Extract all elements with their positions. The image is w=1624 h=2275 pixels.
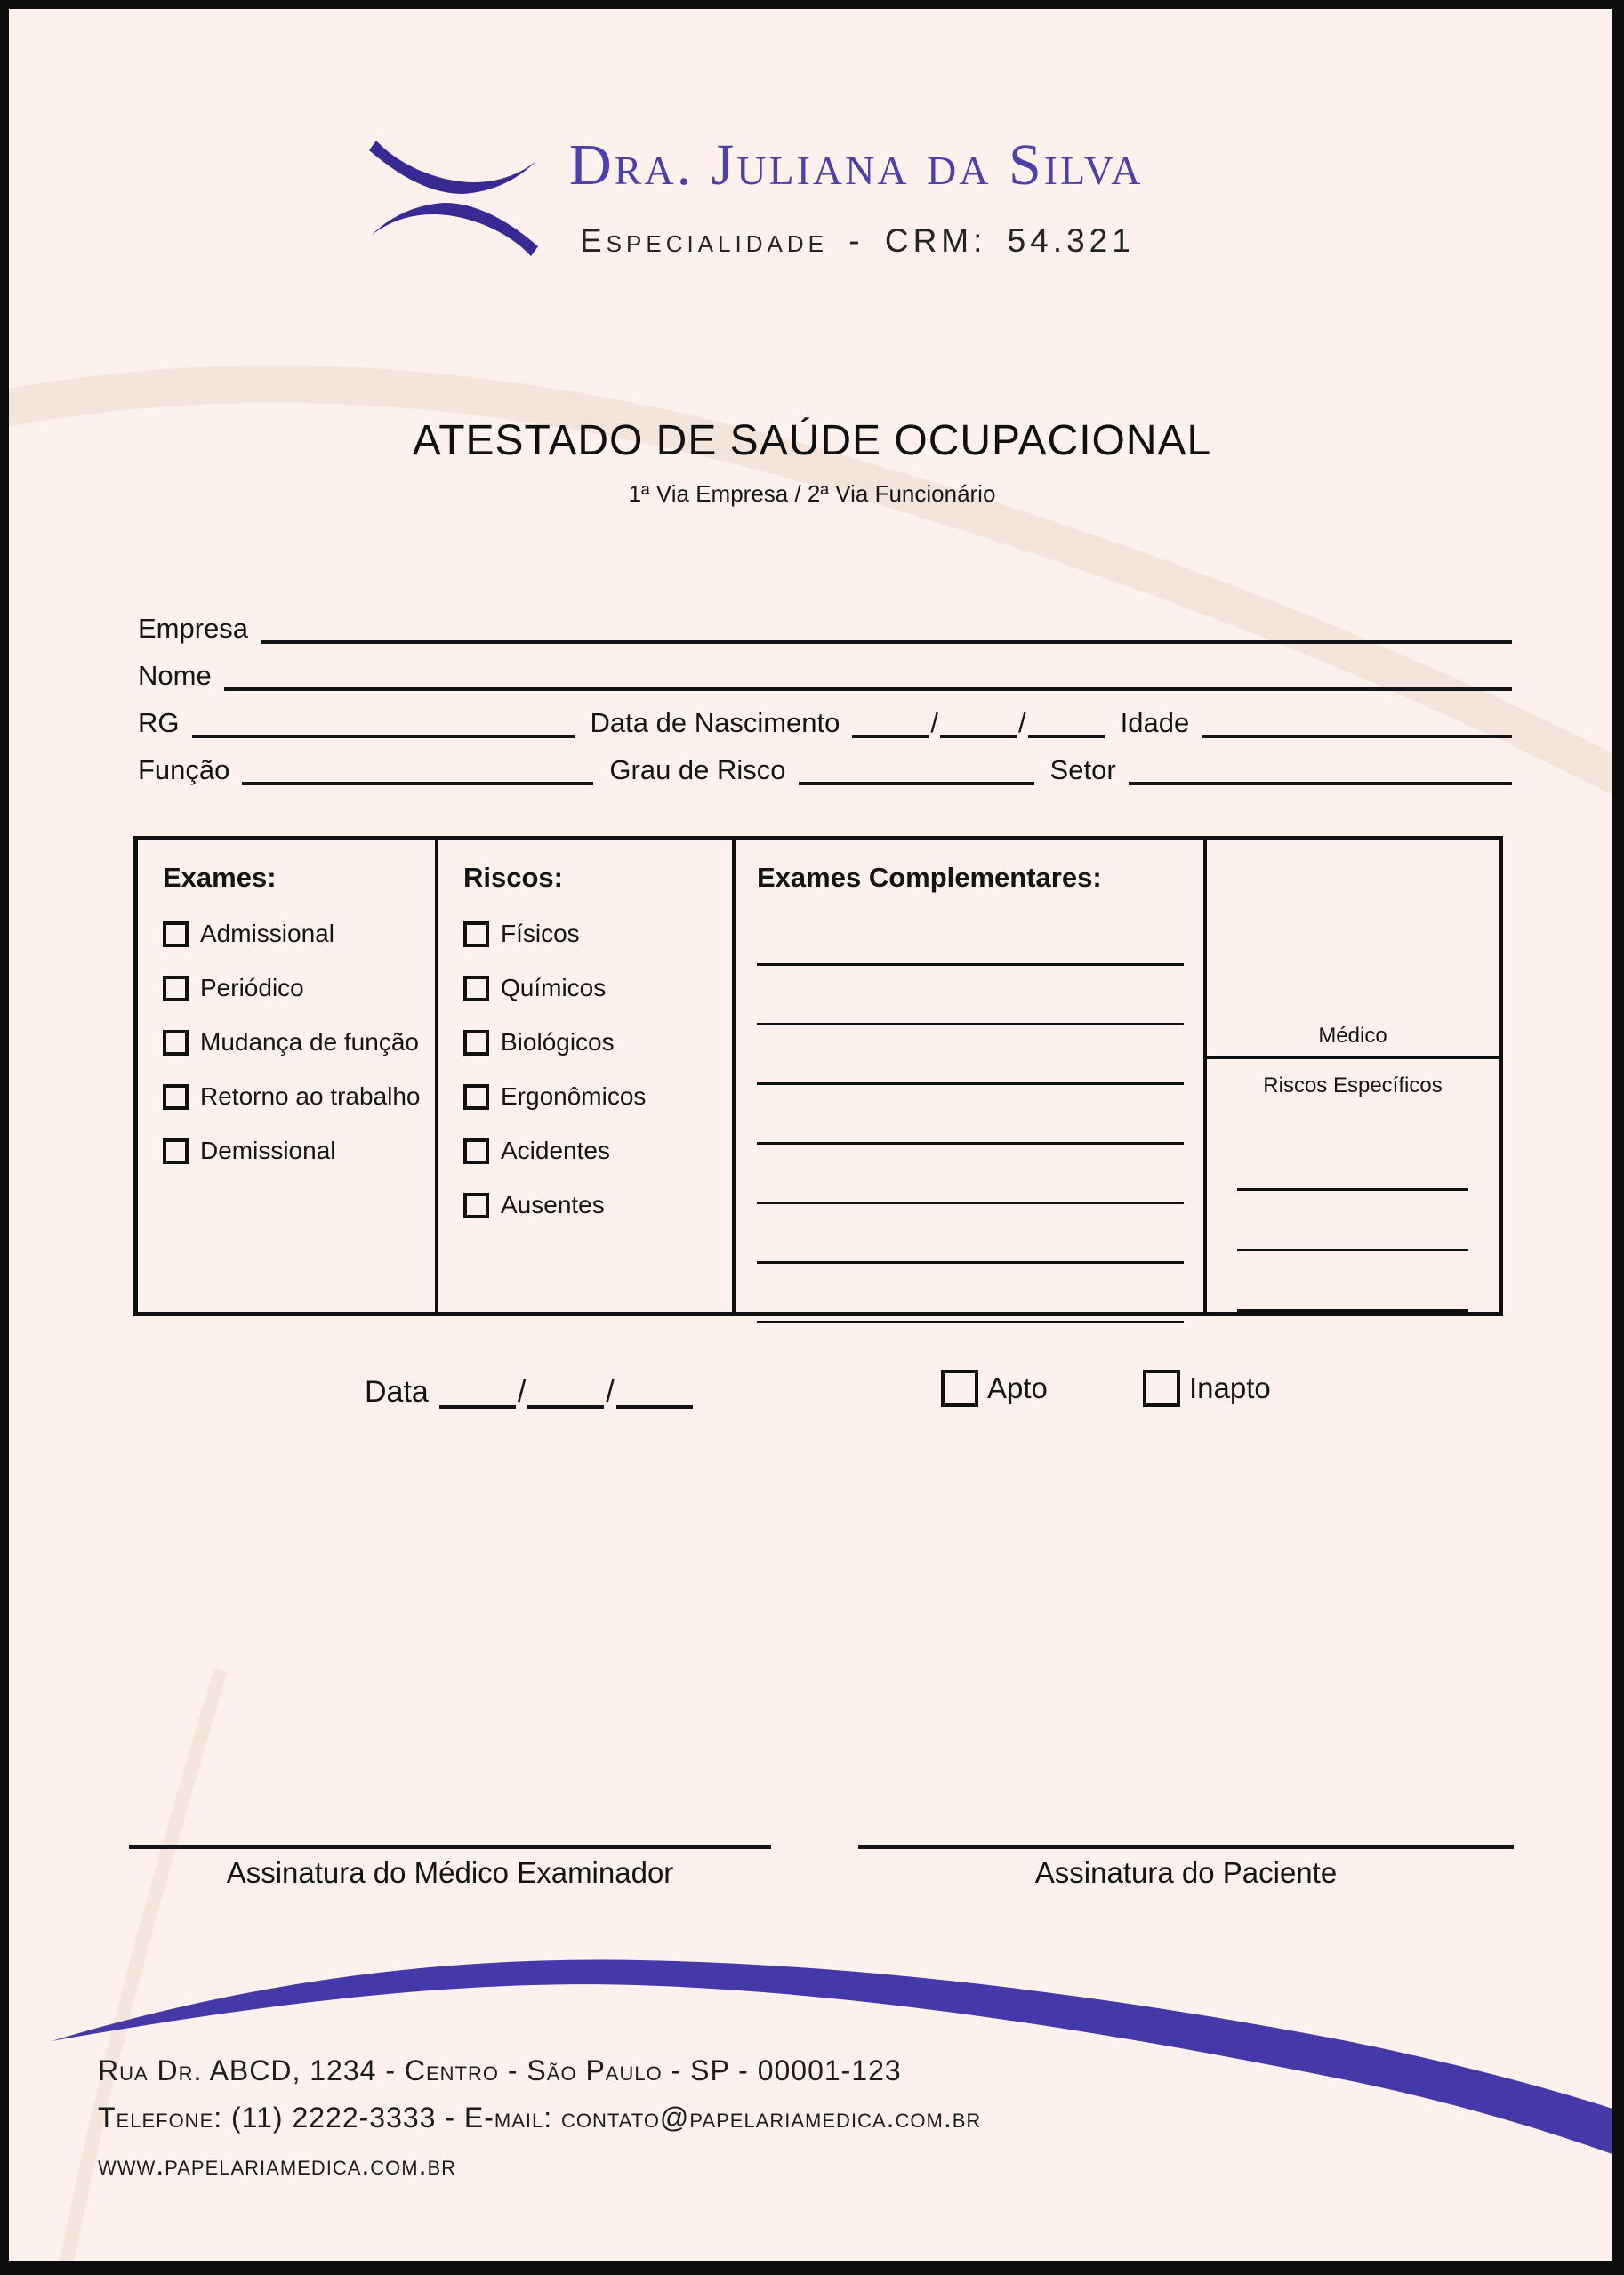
blank-line[interactable] — [757, 906, 1184, 966]
checkbox[interactable] — [163, 1084, 189, 1110]
grau-risco-input-line[interactable] — [799, 750, 1034, 785]
blank-line[interactable] — [757, 1085, 1184, 1145]
checkbox-label: Químicos — [501, 974, 607, 1001]
blank-line[interactable] — [757, 1204, 1184, 1264]
checkbox-row — [463, 974, 720, 1002]
riscos-especificos-label: Riscos Específicos — [1263, 1073, 1443, 1097]
checkbox-row — [463, 920, 720, 948]
inapto-label: Inapto — [1189, 1371, 1271, 1404]
checkbox-label: Mudança de função — [200, 1028, 419, 1056]
checkbox-label: Ausentes — [501, 1191, 605, 1218]
exam-date-row: Data / / — [365, 1366, 693, 1409]
grau-risco-label: Grau de Risco — [609, 753, 786, 785]
checkbox-row — [463, 1028, 720, 1057]
idade-label: Idade — [1120, 706, 1190, 738]
data-nascimento-label: Data de Nascimento — [590, 706, 840, 738]
exames-options — [163, 920, 419, 1165]
apto-option — [941, 1368, 1048, 1409]
blank-line[interactable] — [757, 1145, 1184, 1204]
footer-phone-email: Telefone: (11) 2222-3333 - E-mail: contato@papelariamedica.com.br — [98, 2102, 982, 2134]
checkbox[interactable] — [163, 921, 189, 947]
checkbox[interactable] — [463, 976, 489, 1001]
field-row-empresa — [138, 603, 1512, 644]
riscos-options — [463, 920, 720, 1219]
blank-line[interactable] — [757, 1025, 1184, 1085]
exames-header: Exames: — [163, 862, 277, 893]
checkbox-label: Periódico — [200, 974, 304, 1001]
checkbox-row — [463, 1082, 720, 1111]
specialty-crm: Especialidade - CRM: 54.321 — [580, 222, 1135, 259]
medico-riscos-column — [1207, 840, 1499, 1312]
signature-paciente-block — [858, 1814, 1514, 1890]
signature-medico-label: Assinatura do Médico Examinador — [226, 1856, 674, 1889]
checkbox[interactable] — [463, 921, 489, 947]
checkbox-label: Retorno ao trabalho — [200, 1082, 421, 1110]
idade-input-line[interactable] — [1202, 703, 1512, 738]
doctor-name: Dra. Juliana da Silva — [569, 133, 1144, 197]
data-mes-line[interactable] — [527, 1371, 604, 1409]
signature-paciente-line[interactable] — [858, 1814, 1514, 1849]
nascimento-dia-line[interactable] — [852, 703, 929, 738]
medico-label: Médico — [1318, 1024, 1387, 1048]
empresa-input-line[interactable] — [261, 608, 1512, 644]
checkbox-label: Demissional — [200, 1137, 336, 1164]
checkbox-row — [163, 920, 419, 948]
checkbox[interactable] — [463, 1084, 489, 1110]
checkbox[interactable] — [163, 976, 189, 1001]
signature-medico-line[interactable] — [129, 1814, 771, 1849]
clinic-logo-double-swoosh-icon — [369, 141, 538, 256]
nascimento-ano-line[interactable] — [1028, 703, 1105, 738]
signature-medico-block — [129, 1814, 771, 1890]
blank-line[interactable] — [1237, 1251, 1468, 1312]
blank-line[interactable] — [757, 1264, 1184, 1323]
field-row-funcao — [138, 744, 1512, 785]
exames-complementares-column — [736, 840, 1207, 1312]
blank-line[interactable] — [1237, 1191, 1468, 1251]
rg-input-line[interactable] — [192, 703, 575, 738]
signature-paciente-label: Assinatura do Paciente — [1034, 1856, 1338, 1889]
data-ano-line[interactable] — [616, 1371, 693, 1409]
nascimento-mes-line[interactable] — [940, 703, 1017, 738]
checkbox-label: Acidentes — [501, 1137, 610, 1164]
checkbox[interactable] — [163, 1138, 189, 1164]
checkbox-label: Biológicos — [501, 1028, 615, 1056]
checkbox[interactable] — [163, 1030, 189, 1056]
riscos-especificos-lines — [1237, 1130, 1468, 1312]
blank-line[interactable] — [1237, 1130, 1468, 1191]
field-row-rg: RG Data de Nascimento / / Idade — [138, 697, 1512, 738]
document-subtitle: 1ª Via Empresa / 2ª Via Funcionário — [628, 480, 996, 507]
checkbox-label: Ergonômicos — [501, 1082, 647, 1110]
setor-input-line[interactable] — [1129, 750, 1512, 785]
field-row-nome — [138, 650, 1512, 691]
checkbox-row — [463, 1191, 720, 1219]
nome-input-line[interactable] — [224, 655, 1512, 691]
footer-website: www.papelariamedica.com.br — [98, 2149, 457, 2182]
empresa-label: Empresa — [138, 612, 249, 644]
checkbox-row — [163, 1137, 419, 1165]
funcao-label: Função — [138, 753, 230, 785]
checkbox[interactable] — [463, 1193, 489, 1218]
checkbox-row — [163, 974, 419, 1002]
setor-label: Setor — [1049, 753, 1116, 785]
checkbox[interactable] — [463, 1138, 489, 1164]
riscos-header: Riscos: — [463, 862, 563, 893]
medico-signature-cell[interactable] — [1207, 840, 1499, 1059]
exames-complementares-lines — [757, 906, 1184, 1323]
exam-table — [133, 836, 1503, 1316]
checkbox-label: Físicos — [501, 920, 580, 947]
blank-line[interactable] — [757, 966, 1184, 1025]
riscos-especificos-cell — [1207, 1059, 1499, 1312]
exames-column — [138, 840, 438, 1312]
exames-complementares-header: Exames Complementares: — [757, 862, 1102, 893]
data-label: Data — [365, 1374, 429, 1409]
data-dia-line[interactable] — [439, 1371, 516, 1409]
rg-label: RG — [138, 706, 180, 738]
checkbox-row — [163, 1082, 419, 1111]
riscos-column — [438, 840, 736, 1312]
nome-label: Nome — [138, 659, 212, 691]
checkbox-label: Admissional — [200, 920, 334, 947]
document-title: ATESTADO DE SAÚDE OCUPACIONAL — [412, 417, 1212, 464]
checkbox[interactable] — [463, 1030, 489, 1056]
inapto-option — [1143, 1368, 1271, 1409]
footer-address: Rua Dr. ABCD, 1234 - Centro - São Paulo - SP - 00001-123 — [98, 2054, 902, 2086]
checkbox-row — [163, 1028, 419, 1057]
apto-checkbox[interactable] — [941, 1370, 978, 1407]
inapto-checkbox[interactable] — [1143, 1370, 1180, 1407]
checkbox-row — [463, 1137, 720, 1165]
funcao-input-line[interactable] — [242, 750, 593, 785]
footer-contact-block — [98, 2047, 1343, 2189]
apto-label: Apto — [987, 1371, 1048, 1404]
